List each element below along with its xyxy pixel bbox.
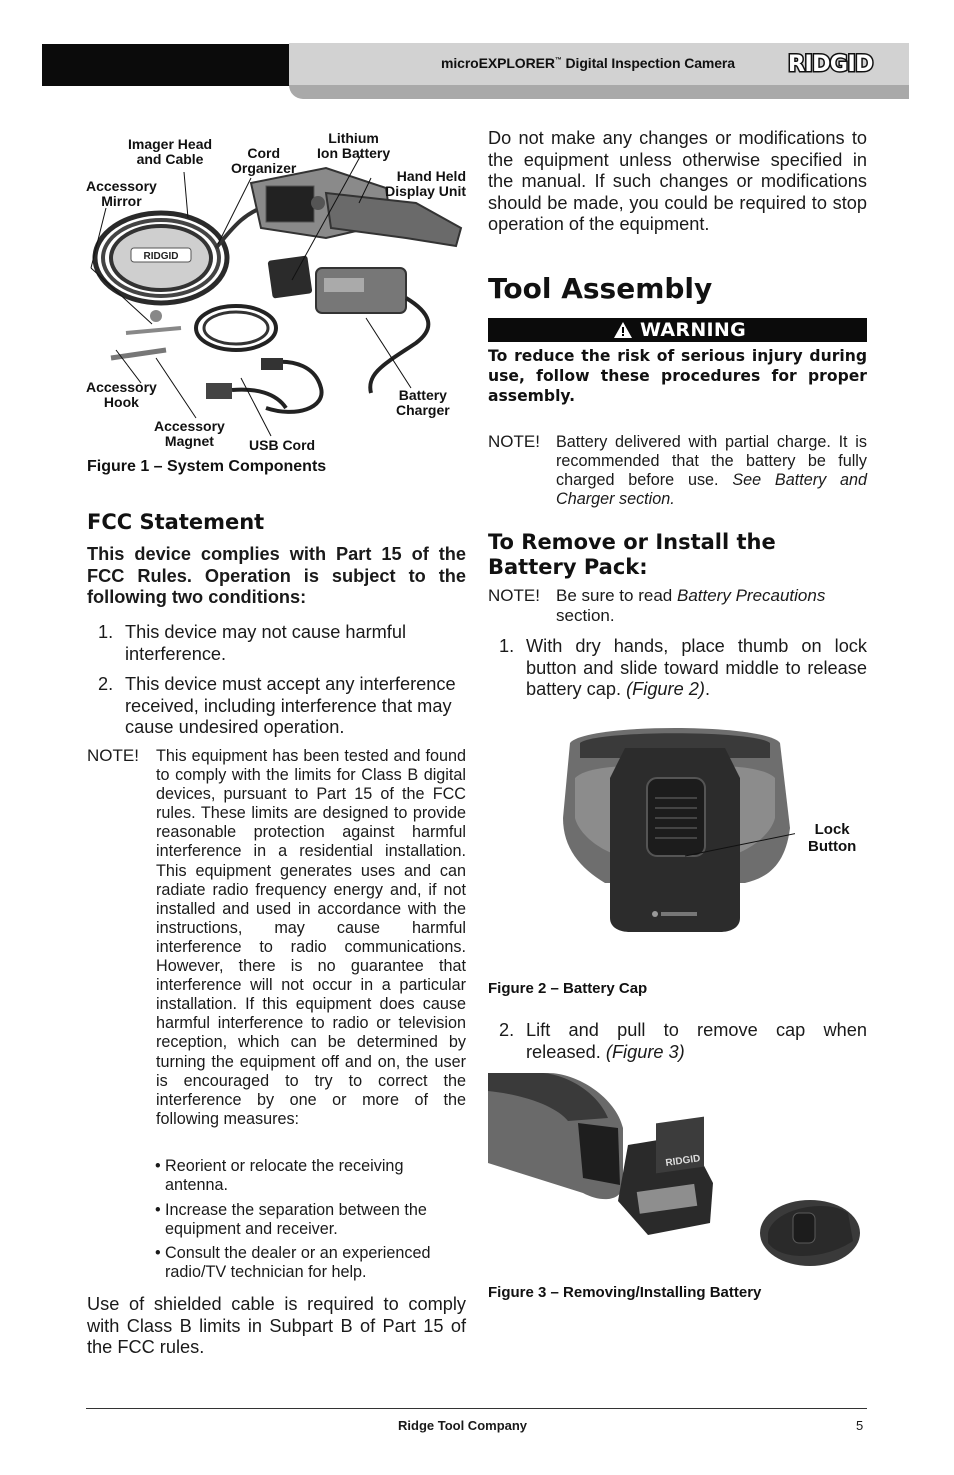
fcc-intro: This device complies with Part 15 of the FCC Rules. Operation is subject to the following two conditions: bbox=[87, 544, 466, 608]
footer-rule bbox=[86, 1408, 867, 1409]
remove-install-heading: To Remove or Install the Battery Pack: bbox=[488, 530, 776, 579]
fcc-heading: FCC Statement bbox=[87, 510, 265, 534]
header-black-block bbox=[42, 44, 291, 86]
warning-label: WARNING bbox=[640, 319, 747, 341]
fcc-condition-2: 2. This device must accept any interference received, including interference that may cause undesired operation. bbox=[98, 674, 456, 738]
svg-text:RIDGID: RIDGID bbox=[664, 1153, 702, 1169]
figure-1-caption: Figure 1 – System Components bbox=[87, 458, 327, 475]
callout-cord-organizer: Cord Organizer bbox=[231, 145, 297, 176]
note-1-label: NOTE! bbox=[488, 432, 540, 451]
figure-3-battery-photo bbox=[488, 1073, 867, 1273]
svg-text:RIDGID: RIDGID bbox=[788, 52, 873, 76]
callout-accessory-mirror: Accessory Mirror bbox=[86, 178, 157, 209]
footer-company: Ridge Tool Company bbox=[398, 1418, 528, 1433]
document-title: microEXPLORER™ Digital Inspection Camera bbox=[441, 55, 735, 71]
tool-assembly-heading: Tool Assembly bbox=[488, 272, 713, 305]
step-1: 1. With dry hands, place thumb on lock button and slide toward middle to release battery cap. (Figure 2). bbox=[499, 636, 867, 700]
warning-text: To reduce the risk of serious injury during use, follow these procedures for proper assembly. bbox=[488, 347, 867, 406]
fcc-measure-2: • Increase the separation between the equipment and receiver. bbox=[155, 1201, 427, 1239]
callout-imager-head: Imager Head and Cable bbox=[128, 136, 213, 167]
note-2-text: Be sure to read Battery Precautions section. bbox=[556, 586, 826, 625]
step-2: 2. Lift and pull to remove cap when released. (Figure 3) bbox=[499, 1020, 867, 1062]
callout-accessory-hook: Accessory Hook bbox=[86, 379, 157, 410]
warning-icon bbox=[614, 322, 632, 338]
fcc-condition-1: 1. This device may not cause harmful interference. bbox=[98, 622, 407, 664]
note-2-label: NOTE! bbox=[488, 586, 540, 605]
callout-battery-charger: Battery Charger bbox=[396, 387, 450, 418]
figure-2-caption: Figure 2 – Battery Cap bbox=[488, 980, 648, 997]
fcc-note-label: NOTE! bbox=[87, 746, 139, 765]
fcc-measure-3: • Consult the dealer or an experienced radio/TV technician for help. bbox=[155, 1244, 431, 1282]
ridgid-logo bbox=[786, 50, 886, 81]
figure-2-battery-cap-photo bbox=[555, 718, 795, 933]
note-1-text: Battery delivered with partial charge. It is recommended that the battery be fully charged before use. See Battery and Charger section. bbox=[556, 433, 867, 509]
page-number: 5 bbox=[856, 1418, 864, 1433]
fcc-shielded-cable: Use of shielded cable is required to comply with Class B limits in Subpart B of Part 15 of the FCC rules. bbox=[87, 1294, 466, 1358]
callout-lock-button: Lock Button bbox=[808, 821, 857, 855]
figure-3-caption: Figure 3 – Removing/Installing Battery bbox=[488, 1284, 762, 1301]
header-bar-shadow bbox=[289, 85, 909, 99]
fcc-note-text: This equipment has been tested and found to comply with the limits for Class B digital devices, pursuant to Part 15 of the FCC rules. These limits are designed to provide reasonable protection against harmful interference in a residential installation. This equipment generates uses and can radiate radio frequency energy and, if not installed and used in accordance with the instructions, may cause harmful interference to radio communications. However, there is no guarantee that interference will not occur in a particular installation. If this equipment does cause harmful interference to radio or television reception, which can be determined by turning the equipment off and on, the user is encouraged to try to correct the interference by one or more of the following measures: bbox=[156, 747, 466, 1128]
fcc-measure-1: • Reorient or relocate the receiving antenna. bbox=[155, 1157, 404, 1195]
callout-hand-held-display: Hand Held Display Unit bbox=[385, 168, 466, 199]
warning-banner bbox=[488, 318, 867, 342]
modifications-paragraph: Do not make any changes or modifications to the equipment unless otherwise specified in the manual. If such changes or modifications should be made, you could be required to stop operation of the equipment. bbox=[488, 128, 867, 235]
callout-usb-cord: USB Cord bbox=[249, 437, 316, 453]
callout-accessory-magnet: Accessory Magnet bbox=[154, 418, 225, 449]
svg-text:RIDGID: RIDGID bbox=[143, 251, 179, 262]
callout-lithium-battery: Lithium Ion Battery bbox=[317, 130, 391, 161]
